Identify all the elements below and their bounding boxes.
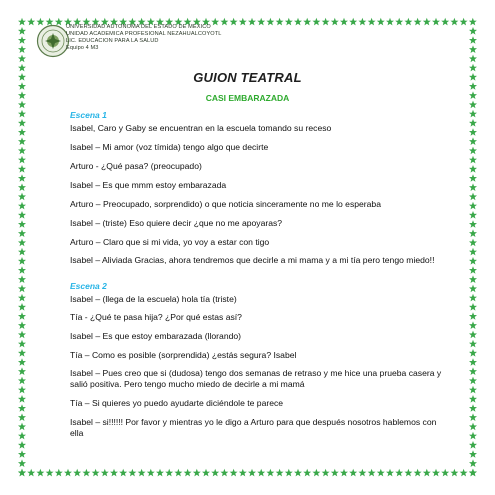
border-star-icon xyxy=(18,55,26,63)
border-star-icon xyxy=(469,128,477,136)
dialogue-line: Isabel – (triste) Eso quiere decir ¿que no me apoyaras? xyxy=(70,218,283,228)
border-star-icon xyxy=(82,469,90,477)
border-star-icon xyxy=(358,18,366,26)
border-star-icon xyxy=(18,266,26,274)
border-star-icon xyxy=(469,55,477,63)
border-star-icon xyxy=(469,404,477,412)
dialogue-line: Isabel – Es que estoy embarazada (llorando) xyxy=(70,331,242,341)
border-star-icon xyxy=(469,303,477,311)
border-star-icon xyxy=(469,202,477,210)
border-star-icon xyxy=(441,469,449,477)
border-star-icon xyxy=(469,36,477,44)
border-star-icon xyxy=(156,469,164,477)
border-star-icon xyxy=(18,423,26,431)
border-star-icon xyxy=(18,331,26,339)
border-star-icon xyxy=(469,119,477,127)
border-star-icon xyxy=(18,193,26,201)
dialogue-line: Tía – Como es posible (sorprendida) ¿estás segura? Isabel xyxy=(70,350,297,360)
scene-1-heading: Escena 1 xyxy=(70,110,107,120)
border-star-icon xyxy=(432,469,440,477)
border-star-icon xyxy=(469,27,477,35)
border-star-icon xyxy=(202,469,210,477)
border-star-icon xyxy=(469,285,477,293)
border-star-icon xyxy=(469,469,477,477)
border-star-icon xyxy=(18,377,26,385)
border-star-icon xyxy=(18,220,26,228)
border-star-icon xyxy=(469,239,477,247)
border-star-icon xyxy=(450,18,458,26)
border-star-icon xyxy=(119,469,127,477)
border-star-icon xyxy=(18,321,26,329)
border-star-icon xyxy=(64,469,72,477)
border-star-icon xyxy=(18,248,26,256)
border-star-icon xyxy=(303,469,311,477)
border-star-icon xyxy=(18,229,26,237)
border-star-icon xyxy=(18,183,26,191)
border-star-icon xyxy=(460,18,468,26)
document-title: GUION TEATRAL xyxy=(193,70,302,85)
institution-line: LIC. EDUCACION PARA LA SALUD xyxy=(66,38,159,44)
border-star-icon xyxy=(469,321,477,329)
border-star-icon xyxy=(469,395,477,403)
border-star-icon xyxy=(395,18,403,26)
border-star-icon xyxy=(18,165,26,173)
border-star-icon xyxy=(469,450,477,458)
border-star-icon xyxy=(469,110,477,118)
border-star-icon xyxy=(349,18,357,26)
border-star-icon xyxy=(46,469,54,477)
border-star-icon xyxy=(340,469,348,477)
border-star-icon xyxy=(469,386,477,394)
border-star-icon xyxy=(469,248,477,256)
border-star-icon xyxy=(18,239,26,247)
border-star-icon xyxy=(441,18,449,26)
dialogue-line: Isabel – Pues creo que si (dudosa) tengo dos semanas de retraso y me hice una prueba casera y salió positiva. Pero tengo mucho miedo de decirle a mi mamá xyxy=(70,368,442,389)
border-star-icon xyxy=(414,469,422,477)
border-star-icon xyxy=(73,469,81,477)
border-star-icon xyxy=(423,18,431,26)
border-star-icon xyxy=(18,156,26,164)
border-star-icon xyxy=(18,340,26,348)
border-star-icon xyxy=(469,358,477,366)
dialogue-line: Isabel – Aliviada Gracias, ahora tendremos que decirle a mi mama y a mi tía pero tengo miedo!! xyxy=(70,255,435,265)
border-star-icon xyxy=(18,469,26,477)
team-label: Equipo 4 M3 xyxy=(66,45,99,51)
border-star-icon xyxy=(18,285,26,293)
border-star-icon xyxy=(340,18,348,26)
border-star-icon xyxy=(18,128,26,136)
dialogue-line: Isabel – (llega de la escuela) hola tía (triste) xyxy=(70,294,237,304)
border-star-icon xyxy=(18,275,26,283)
dialogue-line: Isabel – si!!!!!! Por favor y mientras yo le digo a Arturo para que después nosotros hablemos con ella xyxy=(70,417,437,438)
dialogue-line: Isabel, Caro y Gaby se encuentran en la escuela tomando su receso xyxy=(70,123,332,133)
border-star-icon xyxy=(18,358,26,366)
institution-line: UNIDAD ACADEMICA PROFESIONAL NEZAHUALCOYOTL xyxy=(66,31,222,37)
border-star-icon xyxy=(368,469,376,477)
border-star-icon xyxy=(18,386,26,394)
border-star-icon xyxy=(368,18,376,26)
border-star-icon xyxy=(239,469,247,477)
border-star-icon xyxy=(110,469,118,477)
scene-2-heading: Escena 2 xyxy=(70,281,107,291)
border-star-icon xyxy=(193,469,201,477)
border-star-icon xyxy=(469,183,477,191)
border-star-icon xyxy=(18,441,26,449)
border-star-icon xyxy=(220,469,228,477)
border-star-icon xyxy=(312,469,320,477)
border-star-icon xyxy=(469,18,477,26)
border-star-icon xyxy=(469,45,477,53)
border-star-icon xyxy=(404,469,412,477)
border-star-icon xyxy=(18,174,26,182)
border-star-icon xyxy=(147,469,155,477)
university-logo-icon xyxy=(36,24,70,58)
border-star-icon xyxy=(128,469,136,477)
border-star-icon xyxy=(211,469,219,477)
border-star-icon xyxy=(469,432,477,440)
dialogue-line: Arturo – Claro que si mi vida, yo voy a estar con tigo xyxy=(70,237,270,247)
border-star-icon xyxy=(18,413,26,421)
border-star-icon xyxy=(469,312,477,320)
border-star-icon xyxy=(469,193,477,201)
border-star-icon xyxy=(18,110,26,118)
border-star-icon xyxy=(27,18,35,26)
border-star-icon xyxy=(18,367,26,375)
border-star-icon xyxy=(469,413,477,421)
border-star-icon xyxy=(18,211,26,219)
border-star-icon xyxy=(138,469,146,477)
border-star-icon xyxy=(27,469,35,477)
border-star-icon xyxy=(469,377,477,385)
border-star-icon xyxy=(469,174,477,182)
border-star-icon xyxy=(469,220,477,228)
border-star-icon xyxy=(18,303,26,311)
border-star-icon xyxy=(18,395,26,403)
border-star-icon xyxy=(101,469,109,477)
border-star-icon xyxy=(386,18,394,26)
border-star-icon xyxy=(18,137,26,145)
border-star-icon xyxy=(266,469,274,477)
border-star-icon xyxy=(322,469,330,477)
border-star-icon xyxy=(184,469,192,477)
border-star-icon xyxy=(469,137,477,145)
border-star-icon xyxy=(18,312,26,320)
document-subtitle: CASI EMBARAZADA xyxy=(205,93,290,103)
institution-block xyxy=(66,24,221,52)
border-star-icon xyxy=(469,165,477,173)
header xyxy=(36,24,336,74)
border-star-icon xyxy=(460,469,468,477)
border-star-icon xyxy=(18,27,26,35)
border-star-icon xyxy=(18,36,26,44)
border-star-icon xyxy=(469,294,477,302)
border-star-icon xyxy=(230,469,238,477)
institution-line: UNIVERSIDAD AUTONOMA DEL ESTADO DE MEXICO xyxy=(66,24,211,30)
dialogue-line: Tía - ¿Qué te pasa hija? ¿Por qué estas así? xyxy=(70,312,242,322)
border-star-icon xyxy=(18,459,26,467)
border-star-icon xyxy=(469,340,477,348)
dialogue-line: Arturo - ¿Qué pasa? (preocupado) xyxy=(70,161,202,171)
border-star-icon xyxy=(294,469,302,477)
border-star-icon xyxy=(469,147,477,155)
border-star-icon xyxy=(469,257,477,265)
border-star-icon xyxy=(36,469,44,477)
border-star-icon xyxy=(18,18,26,26)
border-star-icon xyxy=(469,349,477,357)
border-star-icon xyxy=(18,404,26,412)
border-star-icon xyxy=(469,423,477,431)
border-star-icon xyxy=(386,469,394,477)
border-star-icon xyxy=(18,349,26,357)
border-star-icon xyxy=(18,450,26,458)
border-star-icon xyxy=(469,229,477,237)
border-star-icon xyxy=(414,18,422,26)
border-star-icon xyxy=(469,459,477,467)
dialogue-line: Arturo – Preocupado, sorprendido) o que noticia sinceramente no me lo esperaba xyxy=(70,199,381,209)
border-star-icon xyxy=(331,469,339,477)
border-star-icon xyxy=(276,469,284,477)
border-star-icon xyxy=(469,156,477,164)
dialogue-line: Isabel – Es que mmm estoy embarazada xyxy=(70,180,227,190)
border-star-icon xyxy=(248,469,256,477)
border-star-icon xyxy=(165,469,173,477)
border-star-icon xyxy=(469,331,477,339)
border-star-icon xyxy=(18,119,26,127)
border-star-icon xyxy=(469,266,477,274)
border-star-icon xyxy=(18,45,26,53)
border-star-icon xyxy=(18,202,26,210)
border-star-icon xyxy=(174,469,182,477)
border-star-icon xyxy=(432,18,440,26)
border-star-icon xyxy=(377,469,385,477)
border-star-icon xyxy=(450,469,458,477)
dialogue-line: Tía – Si quieres yo puedo ayudarte diciéndole te parece xyxy=(70,398,284,408)
border-star-icon xyxy=(92,469,100,477)
border-star-icon xyxy=(404,18,412,26)
border-star-icon xyxy=(257,469,265,477)
border-star-icon xyxy=(285,469,293,477)
border-star-icon xyxy=(469,441,477,449)
border-star-icon xyxy=(55,469,63,477)
border-star-icon xyxy=(395,469,403,477)
dialogue-line: Isabel – Mi amor (voz tímida) tengo algo que decirte xyxy=(70,142,269,152)
border-star-icon xyxy=(349,469,357,477)
border-star-icon xyxy=(18,147,26,155)
border-star-icon xyxy=(18,257,26,265)
border-star-icon xyxy=(469,275,477,283)
border-star-icon xyxy=(423,469,431,477)
border-star-icon xyxy=(469,367,477,375)
border-star-icon xyxy=(469,211,477,219)
border-star-icon xyxy=(377,18,385,26)
border-star-icon xyxy=(358,469,366,477)
border-star-icon xyxy=(18,294,26,302)
border-star-icon xyxy=(18,432,26,440)
